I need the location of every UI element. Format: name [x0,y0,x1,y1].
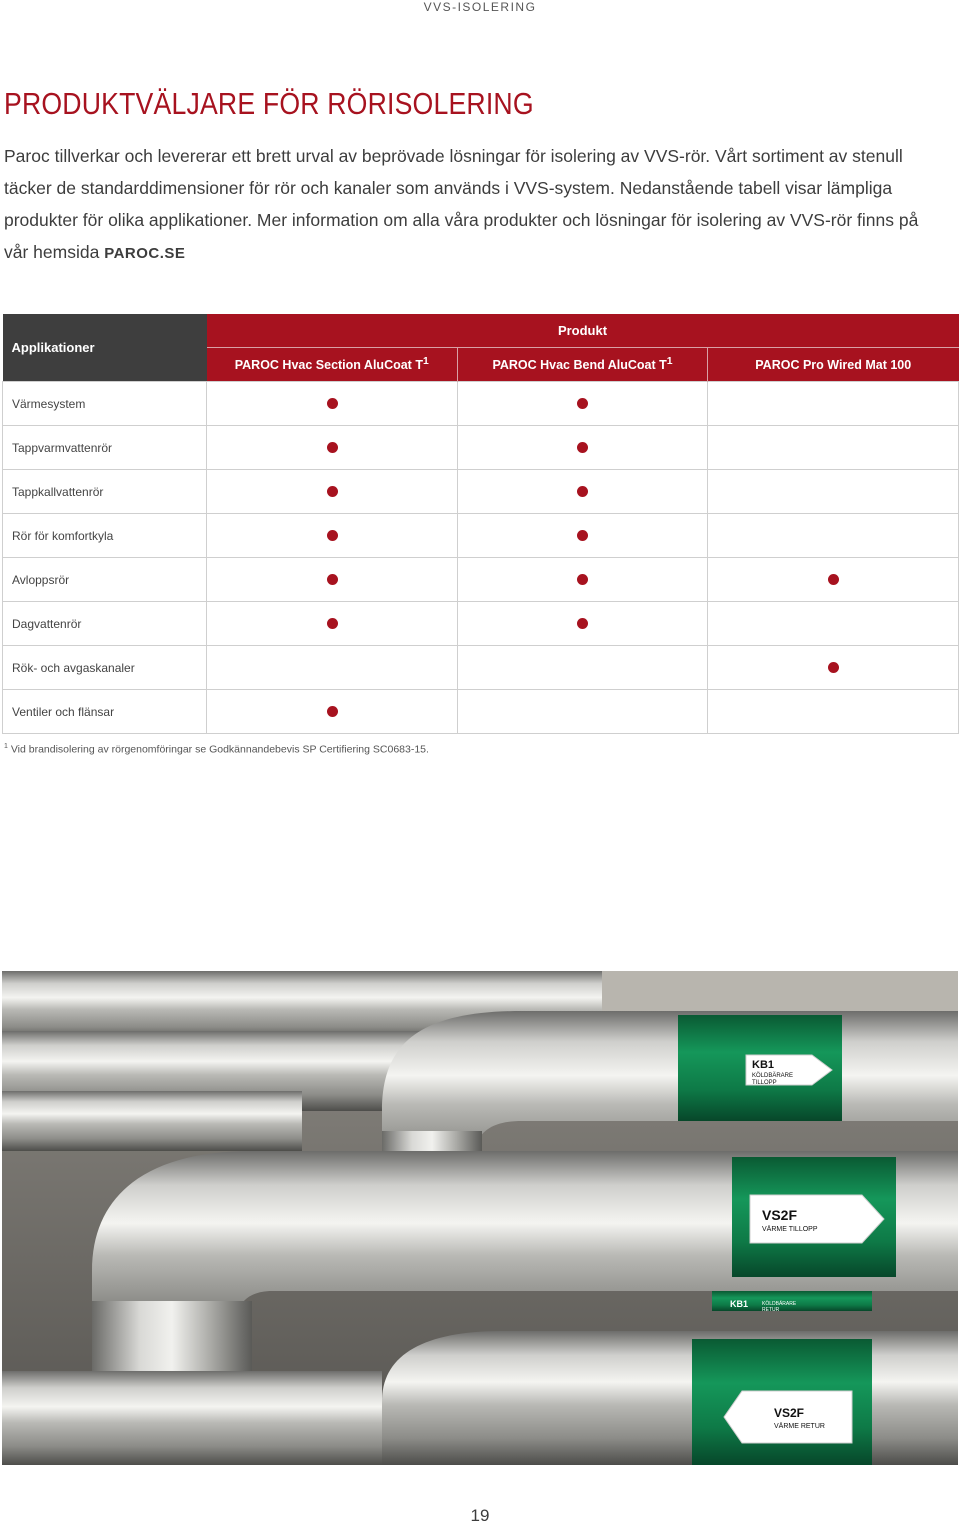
footnote-mark: 1 [666,356,673,368]
table-row [3,426,959,470]
paroc-link[interactable]: PAROC.SE [104,245,186,262]
pipe-label-code: KB1 [752,1059,775,1071]
pipe-label-line: VÄRME RETUR [774,1423,825,1430]
product-match-cell [207,602,458,646]
intro-paragraph [4,140,944,270]
application-cell: Rör för komfortkyla [3,514,207,558]
product-match-cell [458,602,708,646]
product-match-cell [458,646,708,690]
suitable-dot-icon [327,398,338,409]
suitable-dot-icon [327,618,338,629]
application-cell: Rök- och avgaskanaler [3,646,207,690]
product-match-cell [207,426,458,470]
table-row [3,470,959,514]
application-cell: Tappvarmvattenrör [3,426,207,470]
applications-header: Applikationer [3,314,207,382]
table-row [3,602,959,646]
product-column-header [458,348,708,382]
application-cell: Ventiler och flänsar [3,690,207,734]
pipes-illustration [2,971,958,1465]
product-selector-table [2,314,959,734]
pipe-label-code: VS2F [774,1406,805,1420]
insulated-pipes-photo [2,971,958,1465]
footnote-text: Vid brandisolering av rörgenomföringar se Godkännandebevis SP Certifiering SC0683-15. [10,743,429,756]
page-title: PRODUKTVÄLJARE FÖR RÖRISOLERING [4,86,534,121]
product-match-cell [458,558,708,602]
product-match-cell [708,514,959,558]
table-row [3,646,959,690]
application-cell: Dagvattenrör [3,602,207,646]
product-match-cell [708,646,959,690]
product-column-header [207,348,458,382]
product-match-cell [207,690,458,734]
suitable-dot-icon [577,486,588,497]
pipe-label-line: RETUR [762,1307,780,1313]
suitable-dot-icon [327,486,338,497]
pipe-label-code: VS2F [762,1207,798,1223]
suitable-dot-icon [327,442,338,453]
product-column-name: PAROC Hvac Bend AluCoat T [492,358,667,373]
footnote-mark: 1 [422,356,429,368]
footnote [4,743,429,756]
suitable-dot-icon [327,530,338,541]
suitable-dot-icon [577,574,588,585]
product-match-cell [708,382,959,426]
suitable-dot-icon [577,618,588,629]
product-header: Produkt [207,314,959,348]
footnote-mark: 1 [4,743,8,750]
table-row [3,382,959,426]
product-match-cell [708,426,959,470]
table-row [3,514,959,558]
suitable-dot-icon [327,574,338,585]
application-cell: Avloppsrör [3,558,207,602]
pipe-label-line: KÖLDBÄRARE [752,1073,794,1079]
table-row [3,558,959,602]
product-match-cell [207,558,458,602]
suitable-dot-icon [828,574,839,585]
product-match-cell [207,646,458,690]
product-match-cell [708,470,959,514]
application-cell: Tappkallvattenrör [3,470,207,514]
pipe-label-line: VÄRME TILLOPP [762,1226,818,1233]
page-number: 19 [470,1506,490,1525]
product-column-name: PAROC Hvac Section AluCoat T [234,358,423,373]
table-row [3,690,959,734]
product-match-cell [207,514,458,558]
suitable-dot-icon [327,706,338,717]
product-match-cell [458,382,708,426]
table-body [3,382,959,734]
product-match-cell [708,690,959,734]
product-match-cell [458,690,708,734]
pipe-label-code: KB1 [730,1299,749,1309]
product-match-cell [708,602,959,646]
product-match-cell [207,382,458,426]
product-match-cell [458,426,708,470]
product-match-cell [458,470,708,514]
section-label: VVS-ISOLERING [423,0,537,14]
suitable-dot-icon [577,530,588,541]
pipe-label-line: KÖLDBÄRARE [762,1301,797,1307]
product-match-cell [207,470,458,514]
intro-text: Paroc tillverkar och levererar ett brett urval av beprövade lösningar för isolering av VVS-rör. Vårt sortiment av stenull täcker de standarddimensioner för rör och kanaler som används i VVS-system. Nedanstående tabell visar lämpliga produkter för olika applikationer. Mer information om alla våra produkter och lösningar för isolering av VVS-rör finns på vår hemsida [4,146,919,262]
suitable-dot-icon [577,442,588,453]
pipe-label-line: TILLOPP [752,1080,777,1086]
application-cell: Värmesystem [3,382,207,426]
product-match-cell [708,558,959,602]
suitable-dot-icon [828,662,839,673]
product-column-name: PAROC Pro Wired Mat 100 [755,357,912,372]
product-column-header [708,348,959,382]
product-match-cell [458,514,708,558]
suitable-dot-icon [577,398,588,409]
